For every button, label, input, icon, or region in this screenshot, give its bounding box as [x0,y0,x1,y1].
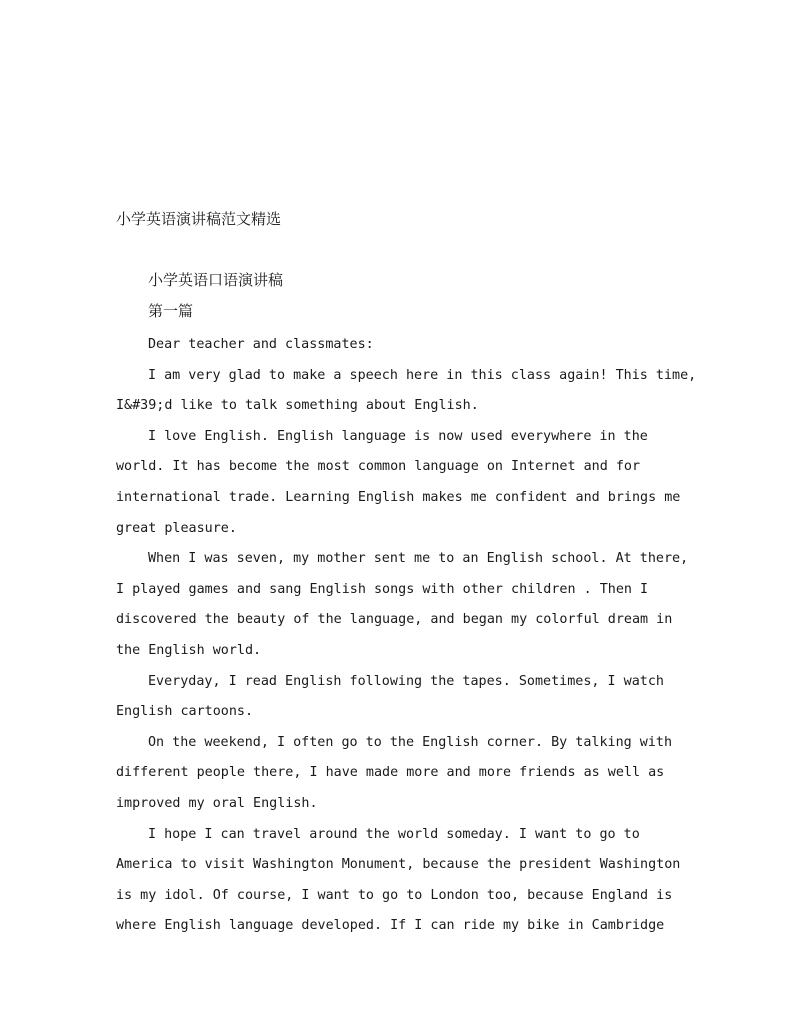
text-line: Dear teacher and classmates: [148,337,374,352]
text-line: is my idol. Of course, I want to go to London too, because England is [116,887,673,903]
text-line: the English world. [116,642,262,658]
text-line: world. It has become the most common language on Internet and for [116,459,641,475]
text-line: Everyday, I read English following the tapes. Sometimes, I watch [148,673,664,689]
speech-subheading: 小学英语口语演讲稿 [148,271,284,289]
text-line: On the weekend, I often go to the English corner. By talking with [148,734,673,750]
section-label: 第一篇 [148,302,194,320]
text-line: I love English. English language is now used everywhere in the [148,428,648,444]
text-line: I hope I can travel around the world someday. I want to go to [148,826,640,842]
text-line: I am very glad to make a speech here in this class again! This time, [148,367,697,383]
text-line: different people there, I have made more and more friends as well as [116,765,665,781]
text-line: great pleasure. [116,520,237,536]
text-line: I played games and sang English songs with other children . Then I [116,581,649,597]
text-line: international trade. Learning English makes me confident and brings me [116,489,681,505]
text-line: I&#39;d like to talk something about English. [116,398,479,414]
document-title: 小学英语演讲稿范文精选 [116,210,282,228]
speech-body [116,330,697,942]
text-line: When I was seven, my mother sent me to an English school. At there, [148,551,689,567]
text-line: discovered the beauty of the language, and began my colorful dream in [116,612,673,628]
text-line: improved my oral English. [116,795,318,811]
text-line: America to visit Washington Monument, because the president Washington [116,857,681,873]
text-line: where English language developed. If I can ride my bike in Cambridge [116,918,665,934]
text-line: English cartoons. [116,704,254,720]
